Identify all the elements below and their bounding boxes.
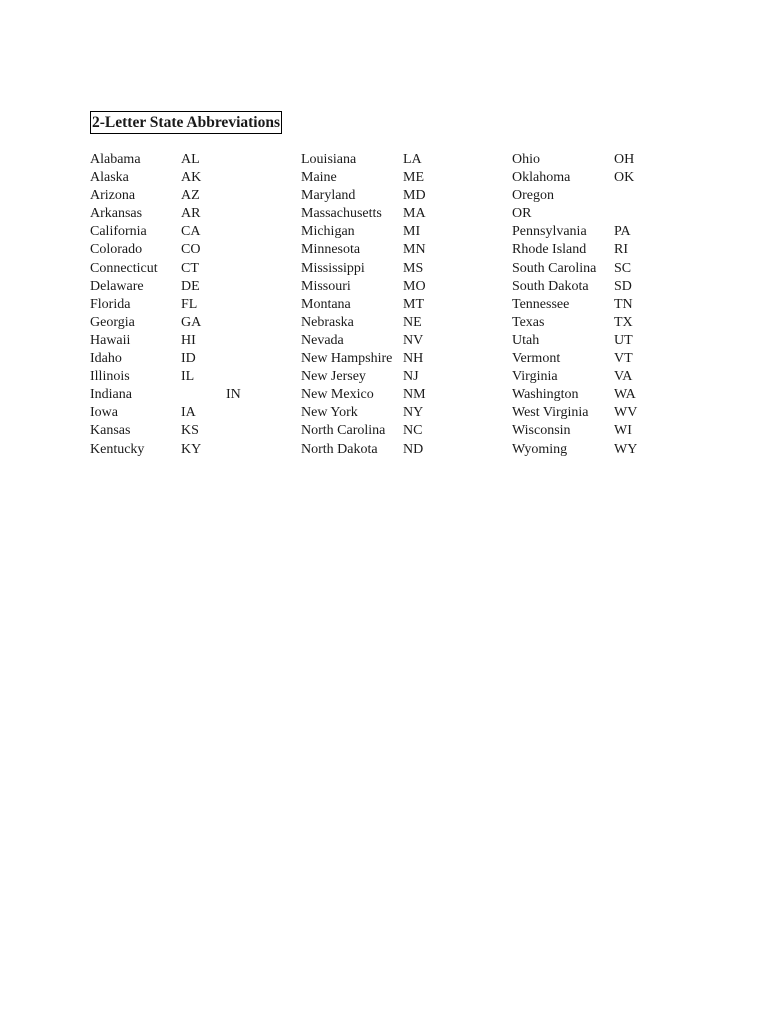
state-name: Wisconsin: [512, 423, 571, 439]
state-name: North Carolina: [301, 423, 386, 439]
state-abbreviation: AL: [181, 152, 200, 167]
state-abbreviation: WI: [614, 423, 632, 439]
state-abbreviation: CA: [181, 224, 201, 240]
state-name: Massachusetts: [301, 206, 382, 222]
state-name: Montana: [301, 296, 351, 312]
state-abbreviation: HI: [181, 332, 196, 348]
state-name: Hawaii: [90, 332, 131, 348]
state-name: West Virginia: [512, 405, 589, 421]
state-name: Washington: [512, 387, 579, 403]
state-abbreviation: OK: [614, 170, 635, 186]
state-name: Rhode Island: [512, 242, 587, 258]
state-name: Georgia: [90, 314, 135, 330]
state-abbreviation: KY: [181, 441, 202, 457]
state-abbreviation: ME: [403, 170, 424, 186]
state-name: Illinois: [90, 369, 130, 385]
state-name: Oregon: [512, 188, 554, 204]
state-abbreviation: MA: [403, 206, 426, 222]
state-abbreviation: OH: [614, 152, 635, 167]
state-abbreviation: GA: [181, 314, 202, 330]
state-abbreviation: WA: [614, 387, 636, 403]
state-abbreviation: CO: [181, 242, 201, 258]
state-name: Idaho: [90, 351, 122, 367]
state-name: South Carolina: [512, 260, 597, 276]
state-name: Oklahoma: [512, 170, 571, 186]
state-abbreviation: MS: [403, 260, 424, 276]
state-name: Virginia: [512, 369, 558, 385]
state-name: New Hampshire: [301, 351, 393, 367]
state-name: Missouri: [301, 278, 351, 294]
state-name: Indiana: [90, 387, 132, 403]
state-abbreviation: LA: [403, 152, 422, 167]
state-abbreviation: NC: [403, 423, 423, 439]
state-name: Mississippi: [301, 260, 365, 276]
state-name: Arkansas: [90, 206, 143, 222]
state-name: Utah: [512, 332, 540, 348]
state-name: Michigan: [301, 224, 355, 240]
state-abbreviation: NH: [403, 351, 424, 367]
state-abbreviation: TX: [614, 314, 633, 330]
state-name: Louisiana: [301, 152, 357, 167]
state-abbreviation: MO: [403, 278, 426, 294]
state-name: Nebraska: [301, 314, 354, 330]
state-abbreviation: AZ: [181, 188, 200, 204]
state-name: California: [90, 224, 147, 240]
state-name: Kentucky: [90, 441, 145, 457]
state-name: Texas: [512, 314, 545, 330]
state-abbreviation: IN: [226, 387, 241, 403]
state-abbreviation: NE: [403, 314, 422, 330]
state-abbreviation: NJ: [403, 369, 419, 385]
state-name: Wyoming: [512, 441, 568, 457]
state-name: Pennsylvania: [512, 224, 587, 240]
state-abbreviation: ND: [403, 441, 424, 457]
state-abbreviation: WV: [614, 405, 638, 421]
state-abbreviation: TN: [614, 296, 633, 312]
state-name: Alabama: [90, 152, 141, 167]
state-name: Arizona: [90, 188, 136, 204]
state-name: OR: [512, 206, 532, 222]
state-name: South Dakota: [512, 278, 589, 294]
state-name: Nevada: [301, 332, 344, 348]
state-name: Colorado: [90, 242, 143, 258]
state-abbreviation: NV: [403, 332, 424, 348]
state-abbreviation: SC: [614, 260, 632, 276]
state-abbreviation: SD: [614, 278, 632, 294]
state-name: New Jersey: [301, 369, 366, 385]
state-abbreviation: VA: [614, 369, 633, 385]
state-abbreviation: MT: [403, 296, 424, 312]
state-name: New Mexico: [301, 387, 374, 403]
state-name: Alaska: [90, 170, 129, 186]
state-abbreviation: RI: [614, 242, 628, 258]
state-name: Vermont: [512, 351, 561, 367]
state-name: New York: [301, 405, 358, 421]
state-name: Iowa: [90, 405, 118, 421]
state-abbreviation: KS: [181, 423, 199, 439]
state-abbreviation: MI: [403, 224, 421, 240]
state-abbreviation: PA: [614, 224, 631, 240]
state-abbreviation: NY: [403, 405, 424, 421]
state-abbreviation: ID: [181, 351, 196, 367]
state-name: Ohio: [512, 152, 540, 167]
state-abbreviation: DE: [181, 278, 200, 294]
state-name: Tennessee: [512, 296, 570, 312]
state-abbreviation: MD: [403, 188, 426, 204]
state-name: Delaware: [90, 278, 144, 294]
state-abbreviation: AR: [181, 206, 201, 222]
state-abbreviation: NM: [403, 387, 426, 403]
state-abbreviation: IL: [181, 369, 195, 385]
state-abbreviation: FL: [181, 296, 198, 312]
state-name: Kansas: [90, 423, 131, 439]
state-name: Maryland: [301, 188, 356, 204]
state-abbreviation: MN: [403, 242, 426, 258]
state-abbreviation: IA: [181, 405, 196, 421]
state-name: Connecticut: [90, 260, 158, 276]
state-name: Minnesota: [301, 242, 361, 258]
state-abbreviation: CT: [181, 260, 199, 276]
state-abbreviation: UT: [614, 332, 633, 348]
page-title: 2-Letter State Abbreviations: [90, 111, 282, 134]
state-abbreviation: AK: [181, 170, 202, 186]
state-name: North Dakota: [301, 441, 378, 457]
state-abbreviation: VT: [614, 351, 633, 367]
state-name: Maine: [301, 170, 337, 186]
state-name: Florida: [90, 296, 131, 312]
state-abbreviation: WY: [614, 441, 638, 457]
